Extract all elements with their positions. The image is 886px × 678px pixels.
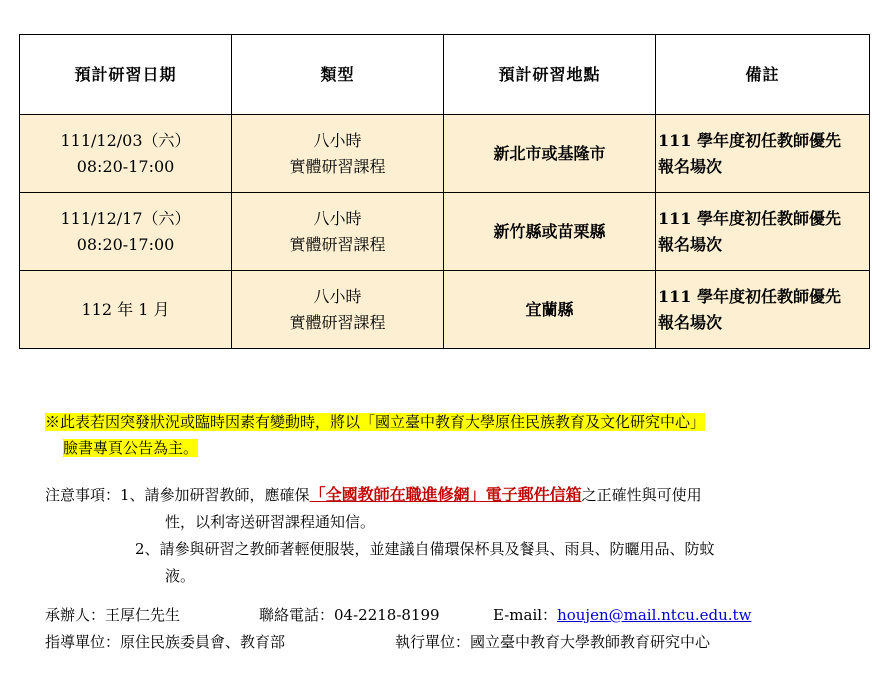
- schedule-table: [19, 34, 870, 349]
- notes-item1-prefix: 1、請參加研習教師，應確保: [120, 486, 310, 504]
- remark-line2: 報名場次: [658, 234, 723, 254]
- table-row: [20, 193, 870, 271]
- cell-type: [232, 271, 444, 349]
- contact-phone: 聯絡電話：04-2218-8199: [259, 606, 440, 624]
- cell-type: [232, 115, 444, 193]
- remark-line2: 報名場次: [658, 156, 723, 176]
- notes-line1: [45, 481, 715, 509]
- header-location: 預計研習地點: [444, 35, 656, 115]
- remark-line1: 111 學年度初任教師優先: [658, 286, 841, 306]
- type-hours: 八小時: [313, 130, 362, 150]
- cell-location: 宜蘭縣: [444, 271, 656, 349]
- table-header-row: [20, 35, 870, 115]
- date-text: 111/12/17（六）: [60, 208, 191, 228]
- notes-item1-highlight: 「全國教師在職進修網」電子郵件信箱: [309, 485, 582, 504]
- notes-label: 注意事項：: [45, 486, 121, 504]
- type-hours: 八小時: [313, 208, 362, 228]
- guidance-unit: 指導單位：原住民族委員會、教育部: [45, 633, 286, 651]
- notice-line1: ※此表若因突發狀況或臨時因素有變動時，將以「國立臺中教育大學原住民族教育及文化研究中心」: [45, 413, 706, 431]
- time-text: 08:20-17:00: [76, 234, 175, 254]
- notes-item2: 2、請參與研習之教師著輕便服裝，並建議自備環保杯具及餐具、雨具、防曬用品、防蚊: [135, 540, 715, 558]
- header-date: 預計研習日期: [20, 35, 232, 115]
- email-label: E-mail：: [493, 606, 558, 624]
- contact-line2: [45, 629, 751, 656]
- remark-line1: 111 學年度初任教師優先: [658, 130, 841, 150]
- cell-type: [232, 193, 444, 271]
- table-row: [20, 271, 870, 349]
- cell-remarks: [656, 271, 870, 349]
- remark-line2: 報名場次: [658, 312, 723, 332]
- notes-item2-cont: 液。: [165, 567, 196, 585]
- type-hours: 八小時: [313, 286, 362, 306]
- date-text: 111/12/03（六）: [60, 130, 191, 150]
- header-type: 類型: [232, 35, 444, 115]
- remark-line1: 111 學年度初任教師優先: [658, 208, 841, 228]
- cell-date: [20, 115, 232, 193]
- notes-item1-cont: 性，以利寄送研習課程通知信。: [165, 513, 376, 531]
- type-kind: 實體研習課程: [289, 312, 386, 332]
- type-kind: 實體研習課程: [289, 156, 386, 176]
- cell-location: 新竹縣或苗栗縣: [444, 193, 656, 271]
- cell-remarks: [656, 115, 870, 193]
- cell-date: 112 年 1 月: [20, 271, 232, 349]
- time-text: 08:20-17:00: [76, 156, 175, 176]
- type-kind: 實體研習課程: [289, 234, 386, 254]
- cell-location: 新北市或基隆市: [444, 115, 656, 193]
- change-notice: [45, 409, 705, 461]
- contact-section: [45, 602, 751, 656]
- notes-section: [45, 481, 715, 590]
- cell-date: [20, 193, 232, 271]
- table-row: [20, 115, 870, 193]
- notice-line2: 臉書專頁公告為主。: [63, 439, 199, 457]
- contact-person: 承辦人：王厚仁先生: [45, 606, 181, 624]
- email-link[interactable]: houjen@mail.ntcu.edu.tw: [557, 606, 752, 624]
- cell-remarks: [656, 193, 870, 271]
- notes-item1-suffix: 之正確性與可使用: [581, 486, 702, 504]
- contact-line1: [45, 602, 751, 629]
- executor-unit: 執行單位：國立臺中教育大學教師教育研究中心: [395, 633, 711, 651]
- header-remarks: 備註: [656, 35, 870, 115]
